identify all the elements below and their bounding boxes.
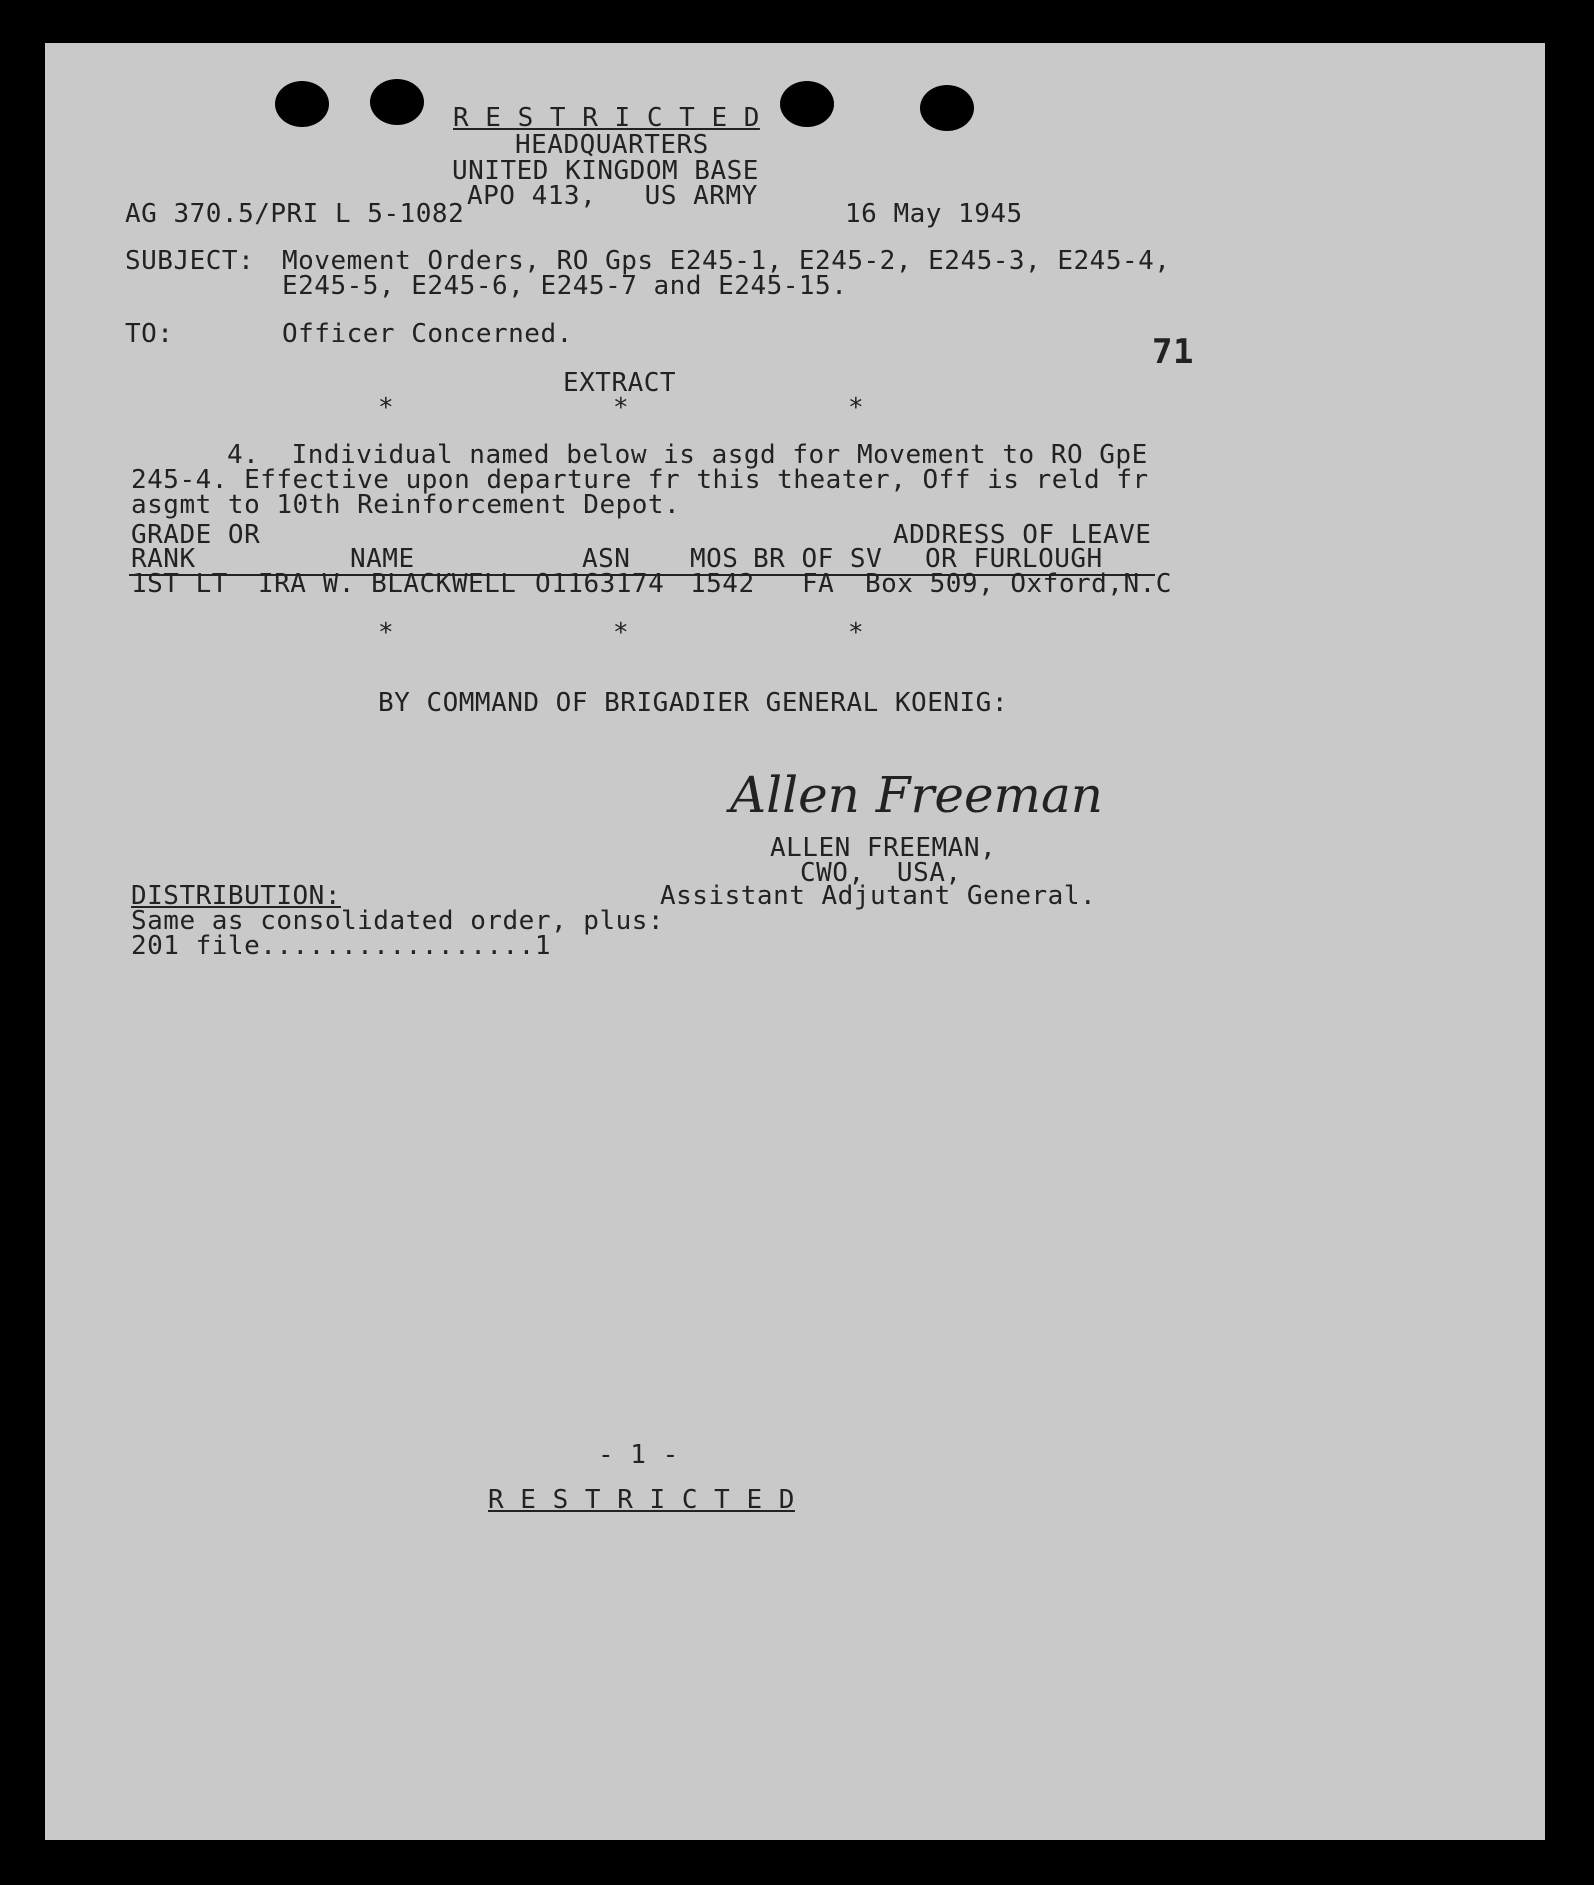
signer-rank: CWO, USA, <box>800 858 962 888</box>
distribution-line2: 201 file.................1 <box>131 931 551 961</box>
signer-title: Assistant Adjutant General. <box>660 881 1097 911</box>
table-header-name: NAME <box>350 544 415 574</box>
separator-asterisk: * <box>613 393 629 423</box>
reference-number: AG 370.5/PRI L 5-1082 <box>125 199 465 229</box>
paragraph-line1: 4. Individual named below is asgd for Movement to RO GpE <box>227 440 1148 470</box>
subject-line2: E245-5, E245-6, E245-7 and E245-15. <box>282 271 848 301</box>
to-value: Officer Concerned. <box>282 319 573 349</box>
punch-hole <box>370 79 424 125</box>
distribution-label: DISTRIBUTION: <box>131 881 341 911</box>
punch-hole <box>780 81 834 127</box>
table-header-furlough: OR FURLOUGH <box>925 544 1103 574</box>
header-line1: HEADQUARTERS <box>515 130 709 160</box>
separator-asterisk: * <box>848 618 864 648</box>
table-cell-name: IRA W. BLACKWELL <box>258 569 517 599</box>
table-header-mos: MOS <box>690 544 739 574</box>
table-cell-rank: 1ST LT <box>131 569 228 599</box>
header-line3: APO 413, US ARMY <box>467 181 758 211</box>
subject-line1: Movement Orders, RO Gps E245-1, E245-2, E245-3, E245-4, <box>282 246 1171 276</box>
separator-asterisk: * <box>613 618 629 648</box>
command-line: BY COMMAND OF BRIGADIER GENERAL KOENIG: <box>378 688 1008 718</box>
table-cell-address: Box 509, Oxford,N.C <box>865 569 1172 599</box>
table-header-grade-or: GRADE OR <box>131 520 261 550</box>
page-number: - 1 - <box>598 1440 679 1470</box>
classification-footer: R E S T R I C T E D <box>488 1485 795 1515</box>
separator-asterisk: * <box>378 618 394 648</box>
paragraph-line2: 245-4. Effective upon departure fr this theater, Off is reld fr <box>131 465 1149 495</box>
header-line2: UNITED KINGDOM BASE <box>452 156 759 186</box>
separator-asterisk: * <box>378 393 394 423</box>
separator-asterisk: * <box>848 393 864 423</box>
table-header-rank: RANK <box>131 544 196 574</box>
distribution-line1: Same as consolidated order, plus: <box>131 906 665 936</box>
document-date: 16 May 1945 <box>845 199 1023 229</box>
signer-name: ALLEN FREEMAN, <box>770 833 997 863</box>
punch-hole <box>275 81 329 127</box>
paragraph-line3: asgmt to 10th Reinforcement Depot. <box>131 490 681 520</box>
to-label: TO: <box>125 319 174 349</box>
classification-header: R E S T R I C T E D <box>453 103 760 133</box>
document-page <box>45 43 1545 1840</box>
table-header-address: ADDRESS OF LEAVE <box>893 520 1152 550</box>
page-mark: 71 <box>1152 332 1194 372</box>
table-cell-asn: O1163174 <box>535 569 665 599</box>
signature: Allen Freeman <box>730 766 1103 824</box>
table-cell-branch: FA <box>802 569 835 599</box>
table-header-br-of-sv: BR OF SV <box>753 544 883 574</box>
table-cell-mos: 1542 <box>690 569 755 599</box>
subject-label: SUBJECT: <box>125 246 255 276</box>
extract-title: EXTRACT <box>563 368 677 398</box>
punch-hole <box>920 85 974 131</box>
table-header-asn: ASN <box>582 544 631 574</box>
